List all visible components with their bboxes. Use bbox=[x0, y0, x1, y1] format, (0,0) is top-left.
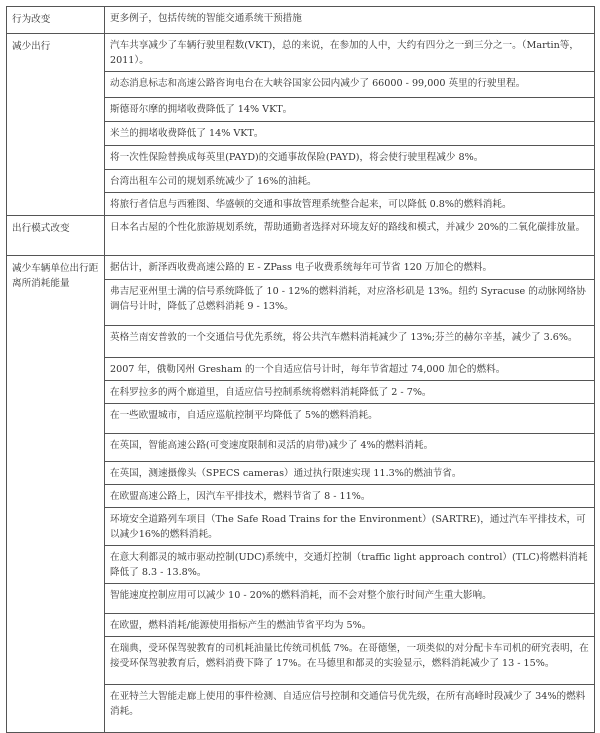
example-cell: 将旅行者信息与西雅图、华盛顿的交通和事故管理系统整合起来，可以降低 0.8%的燃料消耗。 bbox=[105, 193, 595, 216]
example-cell: 在瑞典，受环保驾驶教育的司机耗油量比传统司机低 7%。在哥德堡，一项类似的对分配卡车司机的研究表明，在接受环保驾驶教育后，燃料消费下降了 17%。在马德里和都灵的实验显示，燃料消耗减少了 13 - 15%。 bbox=[105, 637, 595, 685]
example-cell: 弗吉尼亚州里士满的信号系统降低了 10 - 12%的燃料消耗，对应洛杉矶是 13%。纽约 Syracuse 的动脉网络协调信号计时，降低了总燃料消耗 9 - 13%。 bbox=[105, 280, 595, 326]
example-cell: 在意大利都灵的城市驱动控制(UDC)系统中，交通灯控制（traffic light approach control）(TLC)将燃料消耗降低了 8.3 - 13.8%。 bbox=[105, 546, 595, 584]
example-cell: 在英国，智能高速公路(可变速度限制和灵活的肩带)减少了 4%的燃料消耗。 bbox=[105, 434, 595, 462]
table-row bbox=[7, 256, 595, 280]
table-row bbox=[7, 34, 595, 72]
example-cell: 在英国，测速摄像头（SPECS cameras）通过执行限速实现 11.3%的燃油节省。 bbox=[105, 462, 595, 485]
category-cell bbox=[7, 7, 105, 34]
example-cell: 在亚特兰大智能走廊上使用的事件检测、自适应信号控制和交通信号优先级，在所有高峰时段减少了 34%的燃料消耗。 bbox=[105, 685, 595, 733]
example-cell: 米兰的拥堵收费降低了 14% VKT。 bbox=[105, 122, 595, 146]
category-cell bbox=[7, 256, 105, 733]
example-cell: 智能速度控制应用可以减少 10 - 20%的燃料消耗，而不会对整个旅行时间产生重大影响。 bbox=[105, 584, 595, 614]
example-cell: 在科罗拉多的两个廊道里，自适应信号控制系统将燃料消耗降低了 2 - 7%。 bbox=[105, 381, 595, 404]
example-cell: 日本名古屋的个性化旅游规划系统，帮助通勤者选择对环境友好的路线和模式，并减少 20%的二氧化碳排放量。 bbox=[105, 216, 595, 256]
example-cell: 英格兰南安普敦的一个交通信号优先系统，将公共汽车燃料消耗减少了 13%;芬兰的赫尔辛基，减少了 3.6%。 bbox=[105, 326, 595, 358]
description-cell: 更多例子，包括传统的智能交通系统干预措施 bbox=[105, 7, 595, 34]
category-cell bbox=[7, 216, 105, 256]
example-cell: 2007 年，俄勒冈州 Gresham 的一个自适应信号计时，每年节省超过 74,000 加仑的燃料。 bbox=[105, 358, 595, 381]
its-examples-table bbox=[6, 6, 595, 733]
category-label: 减少车辆单位出行距离所消耗能量 bbox=[12, 263, 99, 289]
category-label: 出行模式改变 bbox=[12, 223, 70, 234]
example-cell: 台湾出租车公司的规划系统减少了 16%的油耗。 bbox=[105, 170, 595, 193]
example-cell: 汽车共享减少了车辆行驶里程数(VKT)，总的来说，在参加的人中，大约有四分之一到三分之一。（Martin等，2011）。 bbox=[105, 34, 595, 72]
example-cell: 在一些欧盟城市，自适应巡航控制平均降低了 5%的燃料消耗。 bbox=[105, 404, 595, 434]
table-row bbox=[7, 216, 595, 256]
example-cell: 据估计，新泽西收费高速公路的 E - ZPass 电子收费系统每年可节省 120 万加仑的燃料。 bbox=[105, 256, 595, 280]
example-cell: 斯德哥尔摩的拥堵收费降低了 14% VKT。 bbox=[105, 98, 595, 122]
example-cell: 动态消息标志和高速公路咨询电台在大峡谷国家公园内减少了 66000 - 99,000 英里的行驶里程。 bbox=[105, 72, 595, 98]
category-cell bbox=[7, 34, 105, 216]
category-label: 减少出行 bbox=[12, 41, 51, 52]
example-cell: 环境安全道路列车项目（The Safe Road Trains for the Environment）(SARTRE)，通过汽车平排技术，可以减少16%的燃料消耗。 bbox=[105, 508, 595, 546]
example-cell: 在欧盟，燃料消耗/能源使用指标产生的燃油节省平均为 5%。 bbox=[105, 614, 595, 637]
category-label: 行为改变 bbox=[12, 14, 51, 25]
example-cell: 在欧盟高速公路上，因汽车平排技术，燃料节省了 8 - 11%。 bbox=[105, 485, 595, 508]
example-cell: 将一次性保险替换成每英里(PAYD)的交通事故保险(PAYD)，将会使行驶里程减少 8%。 bbox=[105, 146, 595, 170]
table-header-row bbox=[7, 7, 595, 34]
